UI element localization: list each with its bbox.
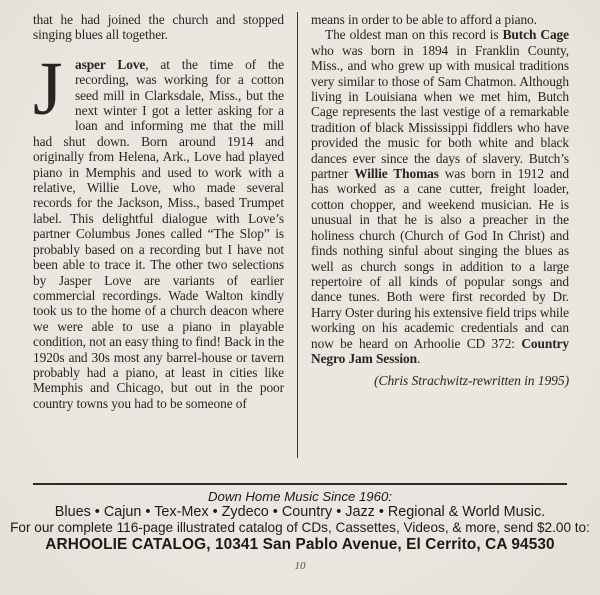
jasper-love-paragraph bbox=[33, 46, 284, 411]
album-title: Country Negro Jam Session bbox=[311, 335, 569, 366]
footer-catalog-info: For our complete 116-page illustrated catalog of CDs, Cassettes, Videos, & more, send $2.00 to: bbox=[10, 520, 590, 535]
jasper-love-name: asper Love bbox=[75, 56, 146, 72]
column-divider bbox=[297, 12, 298, 458]
willie-thomas-name: Willie Thomas bbox=[354, 166, 439, 182]
butch-text-2: who was born in 1894 in Franklin County, Miss., and who grew up with musical traditions very similar to those of Sam Chatmon. Although living in Louisiana when we met him, Butch Cage represents the last vestige of a remarkable tradition of black Mississippi fiddlers who have provided the music for both white and black dances ever since the days of slavery. Butch’s partner bbox=[311, 42, 569, 182]
butch-text-4: . bbox=[416, 350, 421, 366]
footer-genre-list: Blues • Cajun • Tex-Mex • Zydeco • Country • Jazz • Regional & World Music. bbox=[54, 504, 546, 520]
drop-cap-j: J bbox=[33, 46, 63, 131]
continuation-paragraph: that he had joined the church and stopped singing blues all together. bbox=[33, 12, 284, 43]
butch-text-1: The oldest man on this record is bbox=[325, 27, 503, 43]
footer-rule bbox=[33, 483, 567, 485]
butch-cage-paragraph bbox=[311, 27, 569, 366]
butch-text-3: was born in 1912 and has worked as a cane cutter, freight loader, cotton chopper, and weekend musician. He is unusual in that he is also a preacher in the holiness church (Church of God In Christ) and finds nothing sinful about singing the blues as well as church songs in addition to a large repertoire of all kinds of popular songs and dance tunes. Both were first recorded by Dr. Harry Oster during his extensive field trips while working on his academic credentials and can now be heard on Arhoolie CD 372: bbox=[311, 166, 569, 351]
left-column bbox=[33, 12, 284, 411]
credit-line: (Chris Strachwitz-rewritten in 1995) bbox=[374, 373, 569, 389]
right-column bbox=[311, 12, 569, 389]
butch-cage-name: Butch Cage bbox=[502, 27, 569, 43]
footer-tagline: Down Home Music Since 1960: bbox=[208, 489, 392, 504]
footer-catalog-address: ARHOOLIE CATALOG, 10341 San Pablo Avenue, El Cerrito, CA 94530 bbox=[45, 536, 555, 553]
page-number: 10 bbox=[294, 560, 306, 572]
means-paragraph: means in order to be able to afford a piano. bbox=[311, 12, 537, 27]
jasper-love-text: , at the time of the recording, was working for a cotton seed mill in Clarksdale, Miss., but the next winter I got a letter asking for a loan and informing me that the mill had shut down. Born around 1914 and originally from Helena, Ark., Love had played piano in Memphis and used to work with a relative, Willie Love, who made several records for the Jackson, Miss., based Trumpet label. This delightful dialogue with Love’s partner Columbus Jones called “The Slop” is probably based on a recording but I have not been able to trace it. The other two selections by Jasper Love are variants of earlier commercial recordings. Wade Walton kindly took us to the home of a church deacon where we were able to use a piano in playable condition, not an easy thing to find! Back in the 1920s and 30s most any barrel-house or tavern probably had a piano, at least in cities like Memphis and Chicago, but out in the poor country towns you had to be someone of bbox=[33, 56, 284, 411]
